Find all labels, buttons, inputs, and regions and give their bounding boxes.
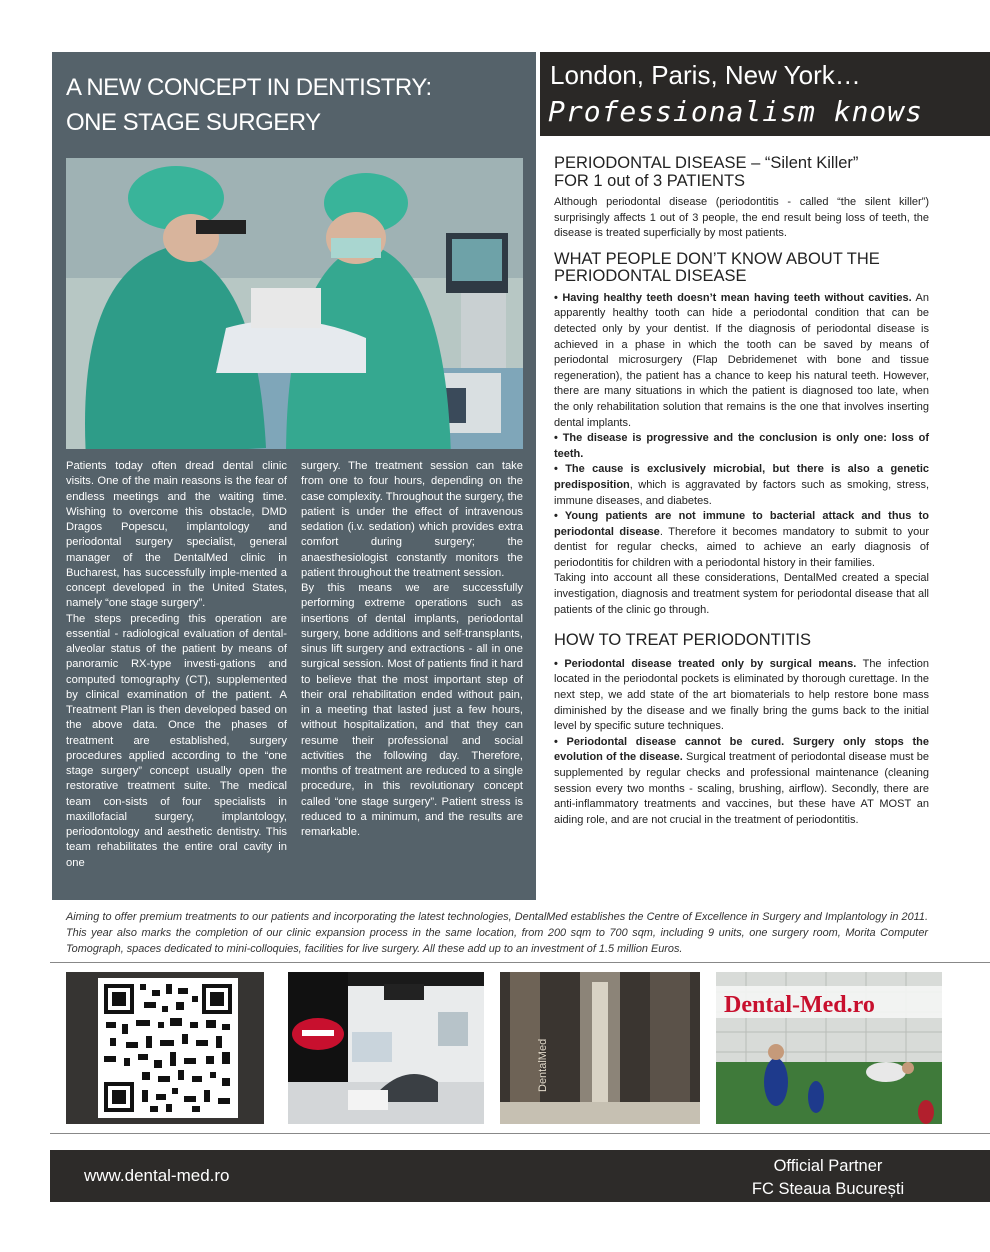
- bullet-paragraph: [554, 431, 929, 462]
- bullet-paragraph: [554, 462, 929, 509]
- article-paragraph: The steps preceding this operation are essential - radiological evaluation of dental-alveolar status of the patient by means of panoramic RX-type investi-gations and computed tomography (CT), supplemented by clinical examination of the patient. A Treatment Plan is then developed based on the above data. Once the phases of treatment are established, surgery procedures applied according to the “one stage surgery” concept usually open the restorative treatment suite. The medical team con-sists of four specialists in maxillofacial surgery, implantology, periodontology and aesthetic dentistry. This team rehabilitates the entire oral cavity in one: [66, 612, 287, 869]
- heading-line: PERIODONTAL DISEASE: [554, 267, 747, 286]
- heading-line: PERIODONTAL DISEASE – “Silent Killer”: [554, 154, 859, 172]
- bullet-text: , which is aggravated by factors such as smoking, stress, immune diseases, and diabetes.: [554, 478, 929, 507]
- partner-label: Official Partner: [773, 1157, 883, 1175]
- football-match-photo: [716, 972, 942, 1124]
- article-paragraph: Patients today often dread dental clinic visits. One of the main reasons is the fear of endless meetings and the waiting time. Wishing to overcome this obstacle, DMD Dragos Popescu, implantology and periodontal surgery specialist, general manager of the DentalMed clinic in Bucharest, has successfully imple-mented a concept developed in the United States, namely “one stage surgery”.: [66, 460, 287, 610]
- qr-code-photo: [66, 972, 264, 1124]
- bullet-paragraph: [554, 735, 929, 829]
- investment-paragraph: Aiming to offer premium treatments to our patients and incorporating the latest technologies, DentalMed establishes the Centre of Excellence in Surgery and Implantology in 2011. This year also marks the completion of our clinic expansion process in the same location, from 200 sqm to 700 sqm, including 9 units, one surgery room, Morita Computer Tomograph, spaces dedicated to mini-colloquies, facilities for live surgery. All these add up to an investment of 1.5 million Euros.: [66, 911, 928, 955]
- bullet-paragraph: [554, 657, 929, 735]
- photo-strip: [66, 972, 942, 1124]
- bullet-paragraph: [554, 509, 929, 571]
- section-heading: [554, 155, 929, 190]
- bullet-paragraph: [554, 291, 929, 431]
- paragraph: Although periodontal disease (periodontitis - called “the silent killer”) surprisingly affects 1 out of 3 people, the end result being loss of teeth, the disease is treated superficially by most patients.: [554, 196, 929, 240]
- header-headline: London, Paris, New York…: [550, 60, 861, 90]
- corridor-sign-text: DentalMed: [537, 1038, 549, 1092]
- article-title: [66, 70, 526, 140]
- bullet-text: The infection located in the periodontal pockets is eliminated by thorough curettage. In the next step, we add state of the art biomaterials to help restore bone mass diminished by the disease and we finally bring the gums back to the initial level by specific suture techniques.: [554, 657, 929, 733]
- paragraph: Taking into account all these considerations, DentalMed created a special investigation, diagnosis and treatment system for periodontal disease that all patients of the clinic go through.: [554, 572, 929, 616]
- bullet-bold: • Periodontal disease treated only by surgical means.: [554, 657, 857, 670]
- corridor-illustration: [500, 972, 700, 1124]
- section-heading: [554, 251, 929, 286]
- article-paragraph: surgery. The treatment session can take from one to four hours, depending on the case complexity. Throughout the surgery, the patient is under the effect of intravenous sedation (i.v. sedation) which provides extra comfort during surgery; the anaesthesiologist constantly monitors the patient throughout the treatment session.: [301, 460, 523, 579]
- clinic-room-illustration: [288, 972, 484, 1124]
- section-heading: HOW TO TREAT PERIODONTITIS: [554, 631, 811, 650]
- article-title-line2: ONE STAGE SURGERY: [66, 109, 321, 136]
- bullet-bold: • Having healthy teeth doesn’t mean having teeth without cavities.: [554, 291, 912, 304]
- partner-club: FC Steaua București: [751, 1180, 905, 1198]
- divider: [50, 962, 990, 963]
- surgery-photo: [66, 158, 523, 449]
- divider: [50, 1133, 990, 1134]
- football-match-illustration: [716, 972, 942, 1124]
- corridor-photo: [500, 972, 700, 1124]
- clinic-room-photo: [288, 972, 484, 1124]
- article-title-line1: A NEW CONCEPT IN DENTISTRY:: [66, 74, 432, 101]
- surgery-photo-illustration: [66, 158, 523, 449]
- banner-text: Dental-Med.ro: [724, 992, 875, 1018]
- header-tagline: Professionalism knows: [548, 95, 924, 128]
- bullet-text: An apparently healthy tooth can hide a periodontal condition that can be detected only by your dentist. If the diagnosis of periodontal disease is achieved in a phase in which the tooth can be saved by means of periodontal microsurgery (Flap Debridemenet with bone and tissue regeneration), the patient has a chance to keep his natural teeth. However, there are many situations in which the patient is diagnosed too late, when the only rehabilitation solution that remains is the one that involves inserting dental implants.: [554, 291, 929, 429]
- qr-code-icon[interactable]: [66, 972, 264, 1124]
- heading-line: WHAT PEOPLE DON’T KNOW ABOUT THE: [554, 249, 880, 268]
- bullet-bold: • The cause is exclusively microbial, but there is also a genetic predisposition: [554, 463, 929, 491]
- bullet-bold: • Young patients are not immune to bacterial attack and thus to periodontal disease: [554, 510, 929, 538]
- bullet-text: . Therefore it becomes mandatory to submit to your dentist for regular checks, aimed to achieve an early diagnosis of periodontitis for children with a periodontal history in their families.: [554, 525, 930, 569]
- bullet-bold: • Periodontal disease cannot be cured. Surgery only stops the evolution of the disease.: [554, 735, 929, 764]
- article-column-2: [301, 459, 523, 840]
- partner-info: [740, 1155, 916, 1201]
- article-paragraph: By this means we are successfully performing extreme operations such as insertions of dental implants, periodontal surgery, bone additions and self-transplants, sinus lift surgery and extractions - all in one surgical session. Most of patients find it hard to believe that the most important step of their oral rehabilitation ended without pain, in a meeting that lasted just a few hours, without hospitalization, and that they can resume their professional and social activities the following day. Therefore, months of treatment are reduced to a single procedure, in this revolutionary concept called “one stage surgery”. Patient stress is reduced to a minimum, and the results are remarkable.: [301, 582, 523, 838]
- bullet-bold: • The disease is progressive and the conclusion is only one: loss of teeth.: [554, 432, 929, 460]
- bullet-text: Surgical treatment of periodontal disease must be supplemented by regular checks and professional maintenance (cleaning session every two months - scaling, brushing, airflow). Secondly, there are anti-inflammatory treatments and vaccines, but these have AT MOST an aiding role, and are not crucial in the treatment of periodontitis.: [554, 751, 929, 826]
- website-link[interactable]: www.dental-med.ro: [84, 1166, 230, 1185]
- periodontal-article: [554, 155, 929, 828]
- heading-line: FOR 1 out of 3 PATIENTS: [554, 171, 746, 190]
- article-column-1: [66, 459, 287, 871]
